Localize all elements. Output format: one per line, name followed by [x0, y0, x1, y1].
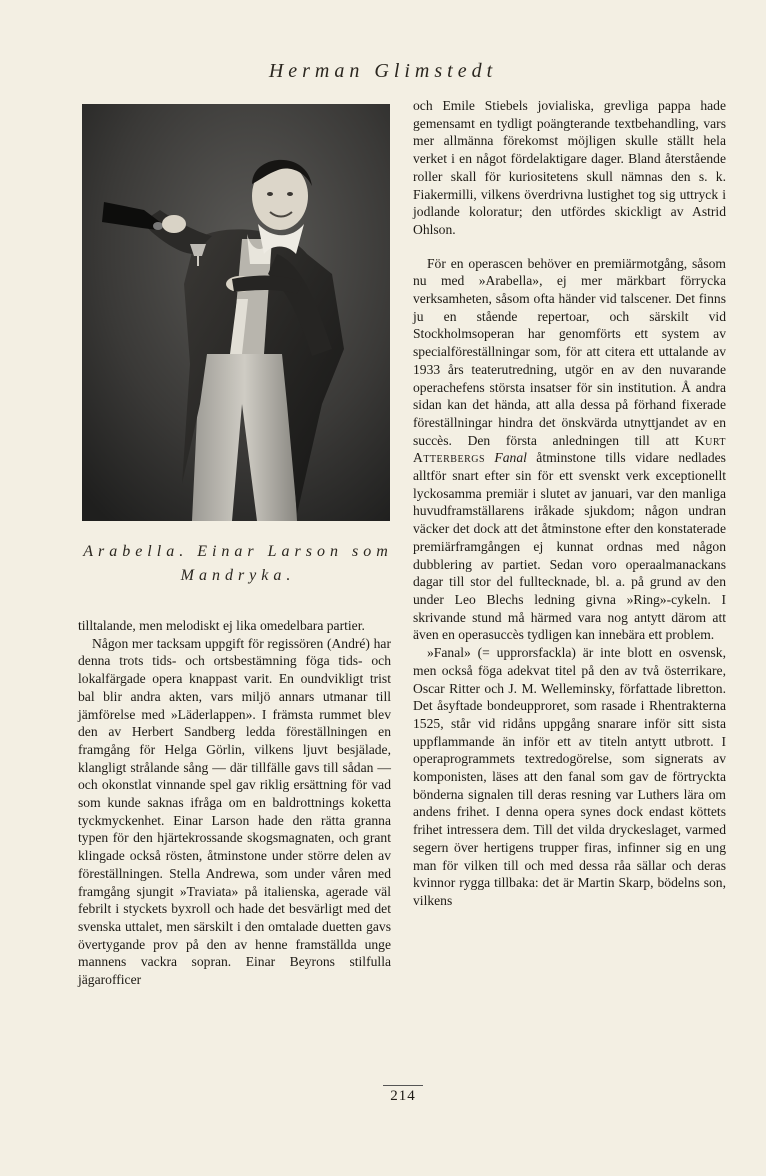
opera-title: Fanal: [494, 450, 527, 466]
arabella-photograph: [82, 104, 390, 521]
paragraph: tilltalande, men melodiskt ej lika omedelbara partier.: [78, 618, 365, 633]
right-text-column: [413, 97, 726, 910]
paragraph-text: åtminstone tills vidare nedlades alltför snart efter sin för ett svenskt verk exceptionellt lyckosamma premiär i slutet av januari, var den manliga huvudframställarens iråkade sjukdom; någon undran väcker det dock att det åtminstone efter den konstaterade premiärframgången ej kunnat ordnas med någon dubblering av partiet. Sedan voro operaalmanackans dagar till stor del fulltecknade, bl. a. på grund av den under Leo Blechs ledning givna »Ring»-cykeln. I skrivande stund må härmed vara nog antytt därom att även en operasuccès tydligen kan innebära ett problem.: [413, 450, 726, 643]
photo-caption: [70, 540, 406, 588]
singer-photo-illustration: [82, 104, 390, 521]
paragraph-text: För en operascen behöver en premiärmotgång, såsom nu med »Arabella», ej mer märkbart förrycka verksamheten, såsom ofta händer vid talscener. Det finns ju en stående repertoar, och särskilt vid Stockholmsoperan har genomförts ett system av specialföreställningar som, för att citera ett uttalande av 1933 års teaterutredning, utgör en av den nuvarande operachefens största insatser för sin institution. Å andra sidan kan det hända, att alla dessa på förhand fixerade föreställningar hindra det önskvärda utnyttjandet av en succès. Den första anledningen till att: [413, 255, 726, 448]
paragraph: Någon mer tacksam uppgift för regissören (André) har denna trots tids- och ortsbestämning föga tids- och lokalfärgade opera knappast varit. En oundvikligt trist bal blir andra akten, vars miljö annars utmanar till jämförelse med »Läderlappen». I främsta rummet blev den av Herbert Sandberg ledda föreställningen en framgång för Helga Görlin, vilkens ljuvt besjälade, klangligt strålande sång — där tillfälle gavs till sådan — och okonstlat vinnande spel gav riklig ersättning för vad som kunde saknas ifråga om en baldrottnings koketta tyckmyckenhet. Einar Larson hade den rätta granna typen för den hjärtekrossande skogsmagnaten, och grant klingade också rösten, åtminstone under större delen av föreställningen. Stella Andrewa, som under våren med framgång sjungit »Traviata» på italienska, agerade väl febrilt i styckets byxroll och hade det besvärligt med det svenska uttalet, men särskilt i den omtalade duetten gavs övertygande prov på den av henne framställda unge mannens vackra sopran. Einar Beyrons stilfulla jägarofficer: [78, 635, 391, 988]
caption-line-2: Mandryka.: [180, 567, 296, 584]
running-header: Herman Glimstedt: [268, 60, 498, 82]
caption-line-1: Arabella. Einar Larson som: [83, 543, 393, 560]
composer-name: Kurt Atterbergs: [413, 432, 726, 466]
paragraph: »Fanal» (= upprorsfackla) är inte blott en osvensk, men också föga adekvat titel på den av två österrikare, Oscar Ritter och J. M. Welleminsky, författade libretton. Det åsyftade bondeupproret, som rasade i Rhentrakterna 1525, står vid ridåns uppgång snarare inför sitt sista uppflammande än inför ett av titeln antytt utbrott. I operaprogrammets textredogörelse, som signerats av komponisten, läses att den fanal som gav de förtryckta bönderna signalen till deras resning var Luthers lära om andens frihet. I denna opera synes dock endast köttets frihet intressera dem. Till det vilda dryckeslaget, varmed segern över hertigens trupper firas, infinner sig en ung man för vilken till och med dessa råa sällar och deras kvinnor rygga tillbaka: det är Martin Skarp, bödelns son, vilkens: [413, 645, 726, 908]
paragraph: [413, 255, 726, 644]
page-number: 214: [383, 1085, 423, 1105]
paragraph: och Emile Stiebels jovialiska, grevliga pappa hade gemensamt en tydligt poängterande textbehandling, vars mer allmänna förekomst möjligen skulle ställt hela verket i en något fördelaktigare dager. Bland återstående roller skall för kuriositetens skull nämnas den s. k. Fiakermilli, vilkens överdrivna lustighet tog sig uttryck i jodlande koloratur; den utfördes skickligt av Astrid Ohlson.: [413, 98, 726, 237]
left-text-column: [78, 617, 391, 989]
